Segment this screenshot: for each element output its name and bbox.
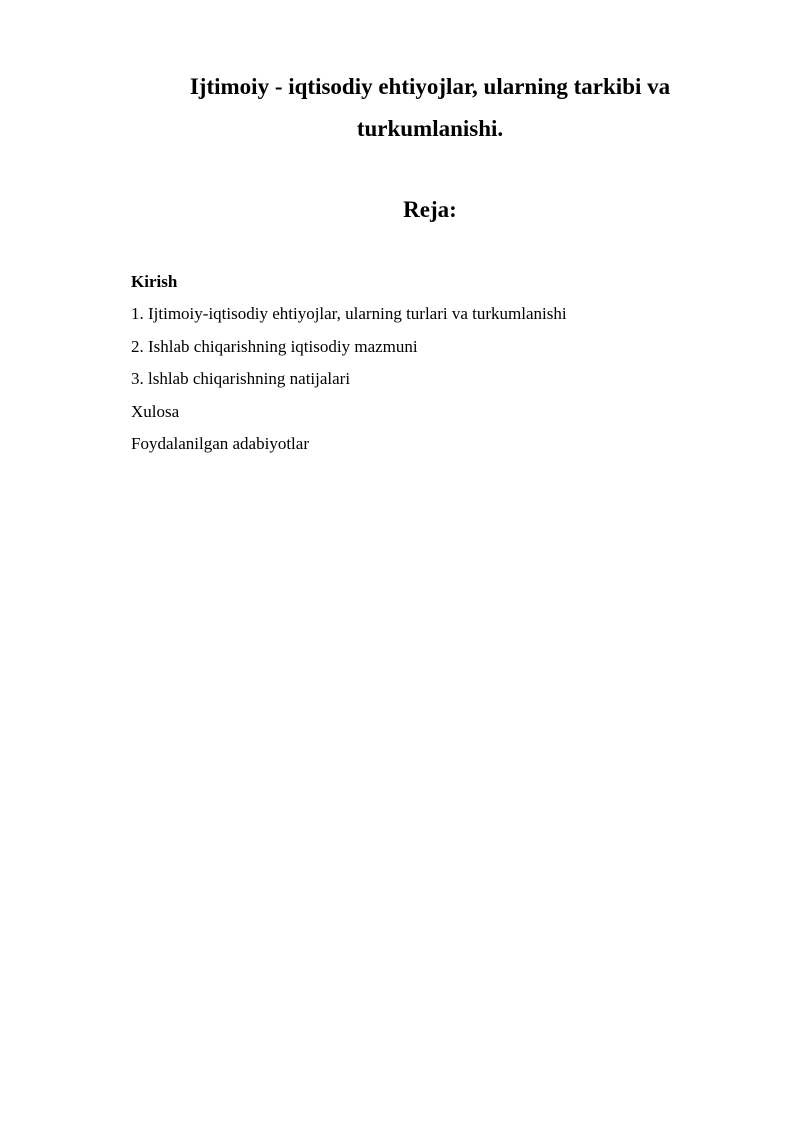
plan-heading: Reja:: [403, 197, 457, 222]
outline-item-3: 3. lshlab chiqarishning natijalari: [131, 369, 351, 389]
document-title: Ijtimoiy - iqtisodiy ehtiyojlar, ularning tarkibi va turkumlanishi.: [189, 74, 671, 141]
plan-outline: [131, 266, 567, 460]
outline-item-introduction: Kirish: [131, 272, 178, 291]
outline-item-2: 2. Ishlab chiqarishning iqtisodiy mazmuni: [131, 336, 418, 356]
outline-item-references: Foydalanilgan adabiyotlar: [131, 434, 309, 454]
outline-item-conclusion: Xulosa: [131, 401, 180, 421]
outline-item-1: 1. Ijtimoiy-iqtisodiy ehtiyojlar, ularning turlari va turkumlanishi: [131, 304, 567, 324]
